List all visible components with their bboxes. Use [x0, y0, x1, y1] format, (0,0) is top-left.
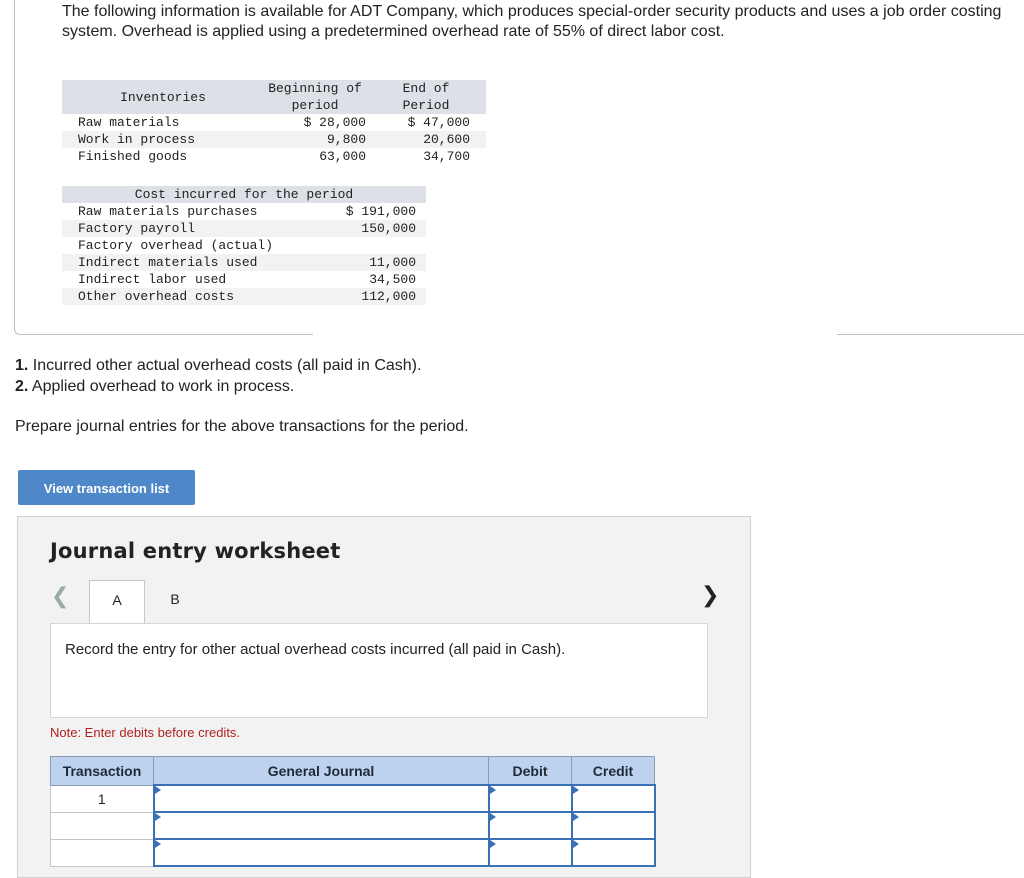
journal-table	[50, 756, 656, 867]
credit-input[interactable]	[572, 785, 655, 812]
inv-header-inventories: Inventories	[62, 80, 264, 114]
table-row: Indirect materials used 11,000	[62, 254, 426, 271]
inv-header-end: End of Period	[366, 80, 486, 114]
problem-intro: The following information is available for ADT Company, which produces special-order security products and uses a job order costing system. Overhead is applied using a predetermined overhead rate of 55% of direct labor cost.	[62, 3, 1002, 40]
tab-b[interactable]: B	[170, 591, 180, 607]
inv-header-begin: Beginning of period	[264, 80, 366, 114]
credit-input[interactable]	[572, 812, 655, 839]
debit-input[interactable]	[489, 839, 572, 866]
note-text: Note: Enter debits before credits.	[50, 725, 241, 740]
table-row: Factory overhead (actual)	[78, 238, 274, 253]
table-row: Finished goods 63,000 34,700	[78, 149, 470, 164]
debit-input[interactable]	[489, 812, 572, 839]
table-row: Indirect labor used 34,500	[78, 272, 416, 287]
table-row: Raw materials $ 28,000 $ 47,000	[78, 115, 470, 130]
worksheet-instruction: Record the entry for other actual overhead costs incurred (all paid in Cash).	[50, 623, 708, 718]
col-general-journal: General Journal	[154, 757, 489, 786]
account-input[interactable]	[154, 785, 489, 812]
worksheet-title: Journal entry worksheet	[50, 539, 341, 563]
question-1: 1. Incurred other actual overhead costs (all paid in Cash).	[15, 357, 422, 374]
account-input[interactable]	[154, 839, 489, 866]
table-row: Raw materials purchases $ 191,000	[78, 204, 416, 219]
prompt-text: Prepare journal entries for the above transactions for the period.	[15, 418, 469, 435]
col-debit: Debit	[489, 757, 572, 786]
table-row: Other overhead costs 112,000	[62, 288, 426, 305]
costs-table	[62, 186, 426, 305]
table-row	[51, 839, 655, 866]
col-transaction: Transaction	[51, 757, 154, 786]
costs-header: Cost incurred for the period	[62, 186, 426, 203]
chevron-left-icon[interactable]: ❮	[51, 583, 70, 608]
table-row: Factory payroll 150,000	[62, 220, 426, 237]
account-input[interactable]	[154, 812, 489, 839]
chevron-right-icon[interactable]: ❯	[701, 582, 720, 607]
inventories-table	[62, 80, 486, 165]
table-row: 1	[51, 785, 655, 812]
credit-input[interactable]	[572, 839, 655, 866]
table-row	[51, 812, 655, 839]
table-row: Work in process 9,800 20,600	[62, 131, 486, 148]
question-2: 2. Applied overhead to work in process.	[15, 378, 295, 395]
view-transaction-list-button[interactable]: View transaction list	[18, 470, 195, 505]
tab-a[interactable]: A	[89, 580, 145, 625]
debit-input[interactable]	[489, 785, 572, 812]
col-credit: Credit	[572, 757, 655, 786]
